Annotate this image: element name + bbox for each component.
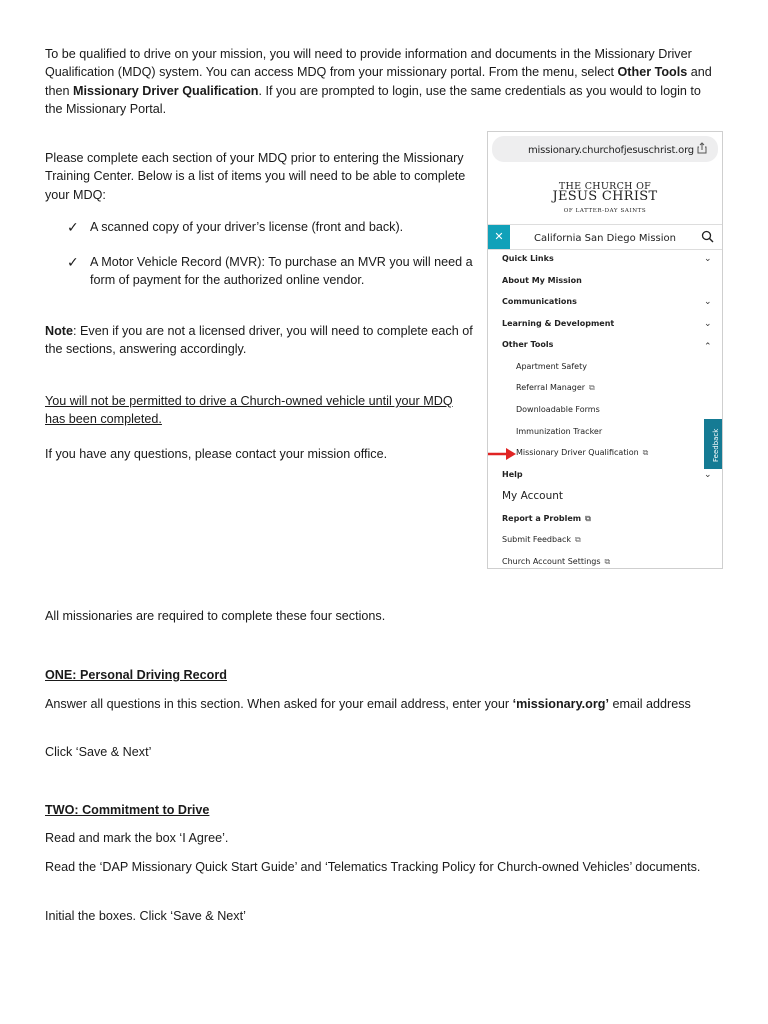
share-icon <box>696 142 708 154</box>
intro-text-1: To be qualified to drive on your mission, you will need to provide information and documents in the Missionary Driver Qualification (MDQ) system. You can access MDQ from your missionary portal. From the menu, select <box>45 47 692 80</box>
search-icon[interactable] <box>701 230 714 243</box>
check-icon: ✓ <box>67 254 79 270</box>
checklist-item <box>45 253 475 290</box>
section-two-read: Read the ‘DAP Missionary Quick Start Guide’ and ‘Telematics Tracking Policy for Church-owned Vehicles’ documents. <box>45 860 701 874</box>
menu-other-tools[interactable]: Other Tools <box>502 340 554 349</box>
contact-text: If you have any questions, please contact your mission office. <box>45 447 388 461</box>
checklist-item <box>45 218 475 236</box>
chevron-up-icon[interactable]: ⌃ <box>704 342 712 352</box>
section-one-save: Click ‘Save & Next’ <box>45 745 152 759</box>
intro-other-tools: Other Tools <box>617 65 688 80</box>
note-paragraph <box>45 322 475 359</box>
menu-submit-feedback[interactable]: Submit Feedback ⧉ <box>502 535 581 544</box>
menu-report-a-problem[interactable]: Report a Problem ⧉ <box>502 514 591 523</box>
note-text: : Even if you are not a licensed driver, you will need to complete each of the sections, answering accordingly. <box>45 324 473 357</box>
check-icon: ✓ <box>67 219 79 235</box>
menu-my-account: My Account <box>502 490 564 502</box>
menu-about-my-mission[interactable]: About My Mission <box>502 276 582 285</box>
intro-paragraph <box>45 45 717 119</box>
red-arrow-icon <box>488 448 516 460</box>
menu-immunization-tracker[interactable]: Immunization Tracker <box>516 427 603 436</box>
external-link-icon: ⧉ <box>589 383 595 392</box>
section-two-initial: Initial the boxes. Click ‘Save & Next’ <box>45 909 246 923</box>
menu-missionary-driver-qualification[interactable]: Missionary Driver Qualification ⧉ <box>516 448 649 457</box>
chevron-down-icon[interactable]: ⌄ <box>704 319 712 329</box>
feedback-tab[interactable]: Feedback <box>704 419 722 469</box>
portal-menu-screenshot <box>487 131 723 569</box>
note-label: Note <box>45 324 73 338</box>
external-link-icon: ⧉ <box>585 514 591 523</box>
chevron-down-icon[interactable]: ⌄ <box>704 297 712 307</box>
menu-referral-manager[interactable]: Referral Manager ⧉ <box>516 383 595 392</box>
menu-communications[interactable]: Communications <box>502 297 577 306</box>
menu-quick-links[interactable]: Quick Links <box>502 254 554 263</box>
chevron-down-icon[interactable]: ⌄ <box>704 470 712 480</box>
chevron-down-icon[interactable]: ⌄ <box>704 254 712 264</box>
url-bar <box>492 136 718 162</box>
menu-downloadable-forms[interactable]: Downloadable Forms <box>516 405 600 414</box>
section-one-instructions: Answer all questions in this section. When asked for your email address, enter your ‘missionary.org’ email address <box>45 697 691 711</box>
section-two-heading: TWO: Commitment to Drive <box>45 803 210 817</box>
url-text: missionary.churchofjesuschrist.org <box>528 145 694 156</box>
complete-paragraph: Please complete each section of your MDQ prior to entering the Missionary Training Center. Below is a list of items you will need to be able to complete your MDQ: <box>45 151 466 202</box>
intro-text-2: and then <box>45 65 712 98</box>
menu-help[interactable]: Help <box>502 470 523 479</box>
mission-name: California San Diego Mission <box>534 233 676 244</box>
intro-text-3: . If you are prompted to login, use the same credentials as you would to login to the Missionary Portal. <box>45 83 701 117</box>
section-one-heading: ONE: Personal Driving Record <box>45 668 227 682</box>
menu-church-account-settings[interactable]: Church Account Settings ⧉ <box>502 557 611 566</box>
church-logo-line3: OF LATTER-DAY SAINTS <box>563 208 647 214</box>
checklist-item-text: A scanned copy of your driver’s license (front and back). <box>90 220 404 234</box>
all-required-text: All missionaries are required to complete these four sections. <box>45 609 386 623</box>
church-logo-line2: JESUS CHRIST <box>552 189 658 204</box>
menu-learning-development[interactable]: Learning & Development <box>502 319 615 328</box>
missionary-org-emphasis: ‘missionary.org’ <box>512 697 609 711</box>
mission-bar <box>488 224 722 250</box>
church-logo-line1: THE CHURCH OF <box>558 181 652 192</box>
section-two-agree: Read and mark the box ‘I Agree’. <box>45 831 229 845</box>
intro-mdq: Missionary Driver Qualification <box>73 83 259 98</box>
menu-apartment-safety[interactable]: Apartment Safety <box>516 362 587 371</box>
warning-text: You will not be permitted to drive a Church-owned vehicle until your MDQ has been completed. <box>45 394 453 427</box>
external-link-icon: ⧉ <box>604 557 611 566</box>
external-link-icon: ⧉ <box>642 448 649 457</box>
checklist-item-text: A Motor Vehicle Record (MVR): To purchase an MVR you will need a form of payment for the authorized online vendor. <box>90 255 473 288</box>
external-link-icon: ⧉ <box>575 535 581 544</box>
close-icon[interactable]: ✕ <box>488 225 510 249</box>
